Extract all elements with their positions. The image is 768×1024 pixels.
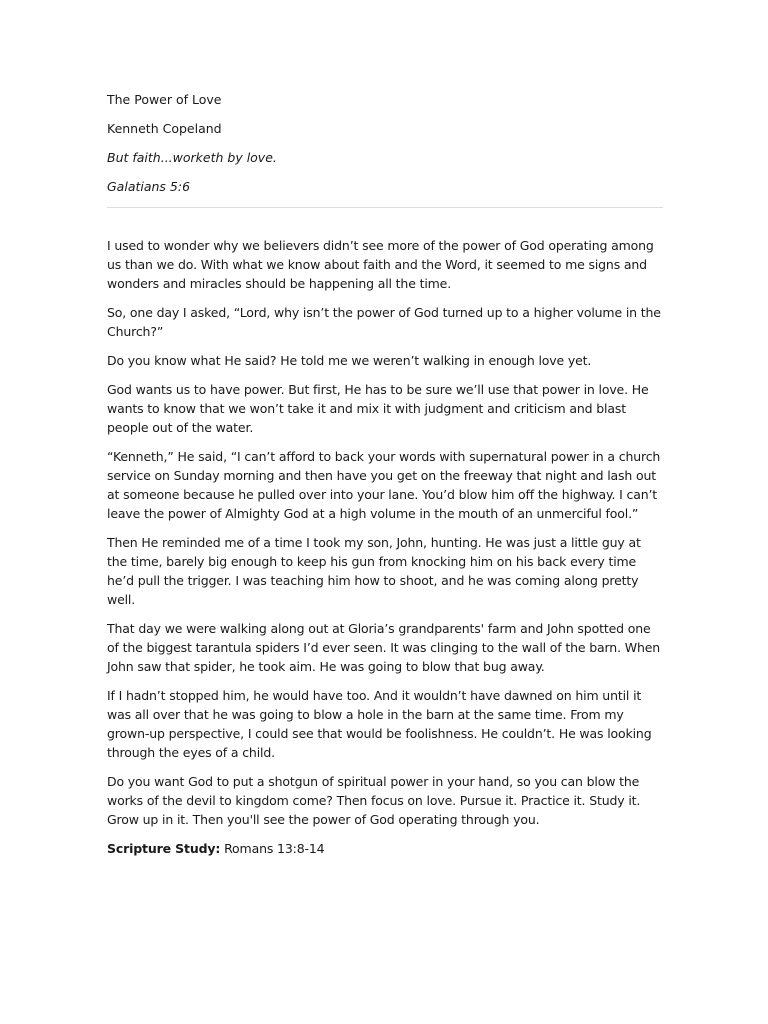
scripture-study-value: Romans 13:8-14 bbox=[220, 841, 325, 856]
body-paragraph: God wants us to have power. But first, He has to be sure we’ll use that power in love. He wants to know that we won’t take it and mix it with judgment and criticism and blast people out of the water. bbox=[107, 382, 649, 435]
body-paragraph: I used to wonder why we believers didn’t see more of the power of God operating among us than we do. With what we know about faith and the Word, it seemed to me signs and wonders and miracles should be happening all the time. bbox=[107, 238, 654, 291]
document-body bbox=[107, 236, 663, 858]
document-author: Kenneth Copeland bbox=[107, 121, 222, 136]
document-title: The Power of Love bbox=[107, 92, 222, 107]
body-paragraph: Do you want God to put a shotgun of spiritual power in your hand, so you can blow the works of the devil to kingdom come? Then focus on love. Pursue it. Practice it. Study it. Grow up in it. Then you'll see the power of God operating through you. bbox=[107, 774, 641, 827]
document-content bbox=[107, 92, 663, 868]
header-divider bbox=[107, 207, 663, 208]
scripture-reference: Galatians 5:6 bbox=[107, 179, 191, 194]
scripture-study bbox=[107, 839, 663, 858]
body-paragraph: “Kenneth,” He said, “I can’t afford to back your words with supernatural power in a church service on Sunday morning and then have you get on the freeway that night and lash out at someone because he pulled over into your lane. You’d blow him off the highway. I can’t leave the power of Almighty God at a high volume in the mouth of an unmerciful fool.” bbox=[107, 449, 661, 521]
body-paragraph: Then He reminded me of a time I took my son, John, hunting. He was just a little guy at the time, barely big enough to keep his gun from knocking him on his back every time he’d pull the trigger. I was teaching him how to shoot, and he was coming along pretty well. bbox=[107, 535, 641, 607]
body-paragraph: Do you know what He said? He told me we weren’t walking in enough love yet. bbox=[107, 353, 592, 368]
body-paragraph: That day we were walking along out at Gloria’s grandparents' farm and John spotted one of the biggest tarantula spiders I’d ever seen. It was clinging to the wall of the barn. When John saw that spider, he took aim. He was going to blow that bug away. bbox=[107, 621, 661, 674]
document-header bbox=[107, 92, 663, 195]
scripture-verse: But faith...worketh by love. bbox=[107, 150, 277, 165]
body-paragraph: So, one day I asked, “Lord, why isn’t the power of God turned up to a higher volume in the Church?” bbox=[107, 305, 661, 339]
scripture-study-label: Scripture Study: bbox=[107, 841, 221, 856]
body-paragraph: If I hadn’t stopped him, he would have too. And it wouldn’t have dawned on him until it was all over that he was going to blow a hole in the barn at the same time. From my grown-up perspective, I could see that would be foolishness. He couldn’t. He was looking through the eyes of a child. bbox=[107, 688, 652, 760]
